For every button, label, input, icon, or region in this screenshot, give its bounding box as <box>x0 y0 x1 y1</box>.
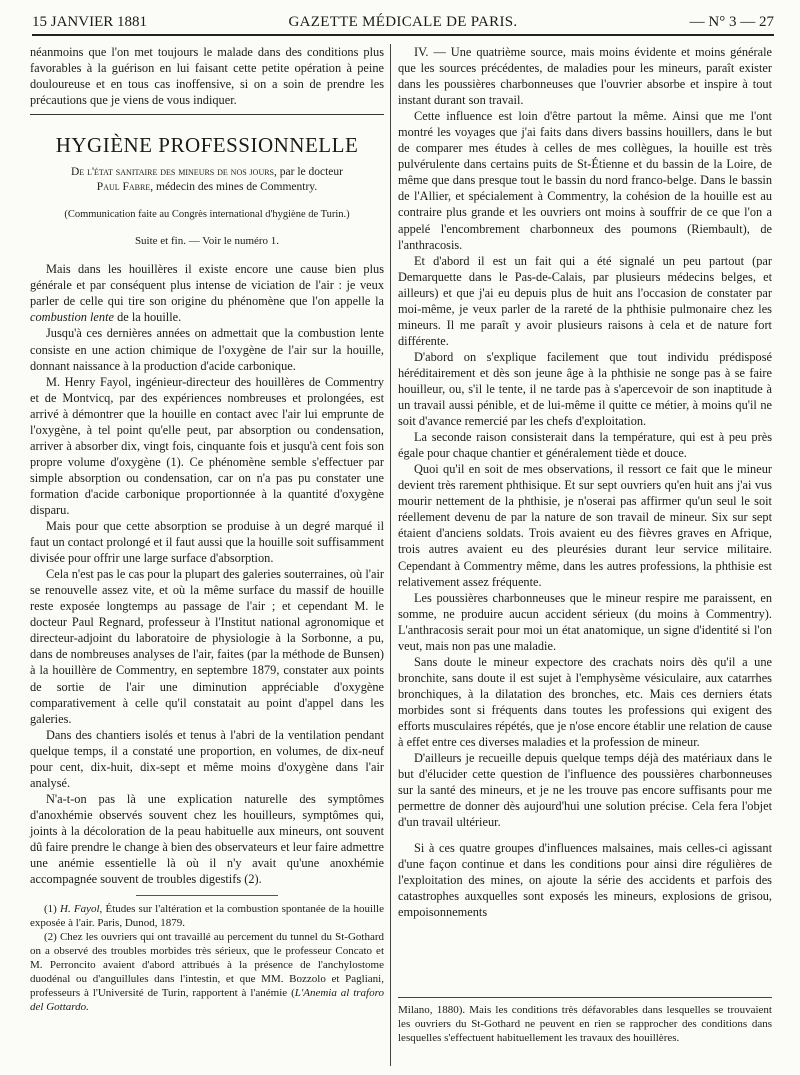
paragraph: IV. — Une quatrième source, mais moins évidente et moins générale que les sources précédentes, de maladies pour les mineurs, paraît exister dans les poussières charbonneuses que l'ouvrier absorbe et inspire à tout instant durant son travail. <box>398 45 772 108</box>
paragraph: Quoi qu'il en soit de mes observations, il ressort ce fait que le mineur devient très rarement phthisique. Et sur sept ouvriers qu'en huit ans j'ai vus mourir nettement de la phthisie, je n'oserai pas affirmer qu'un seul le soit réellement devenu de par la nature de son travail de mineur. Six sur sept étaient d'anciens soldats. Trois avaient eu des fièvres graves en Afrique, trois autres avaient eu des pleurésies durant leur service militaire. Cependant à Commentry même, dans les autres professions, la phthisie est relativement assez fréquente. <box>398 462 772 589</box>
communication-note: (Communication faite au Congrès international d'hygiène de Turin.) <box>64 209 350 221</box>
paragraph <box>30 261 384 325</box>
section-divider <box>30 114 384 115</box>
paragraph: Jusqu'à ces dernières années on admettait que la combustion lente consiste en une action chimique de l'oxygène de l'air sur la houille, donnant naissance à la production d'acide carbonique. <box>30 326 384 373</box>
journal-title: GAZETTE MÉDICALE DE PARIS. <box>288 14 518 30</box>
author-name: Paul Fabre, <box>96 181 154 194</box>
paragraph: Dans des chantiers isolés et tenus à l'abri de la ventilation pendant quelque temps, il a constaté une proportion, en volumes, de dix-neuf pour cent, dix-huit, dix-sept et même moins d'oxygène dans l'air analysé. <box>30 727 384 790</box>
continuation-note: Suite et fin. — Voir le numéro 1. <box>134 235 280 248</box>
issue-date: 15 JANVIER 1881 <box>32 14 147 30</box>
page-header <box>32 10 774 36</box>
column-divider <box>390 44 391 1066</box>
footnote-2 <box>30 930 384 1014</box>
footnote-continuation: Milano, 1880). Mais les conditions très défavorables dans lesquelles se trouvaient les ouvriers du St-Gothard ne peuvent en rien se rapprocher des conditions dans lesquelles s'effectuent habituellement les travaux des houillères. <box>398 1004 772 1044</box>
author-title: médecin des mines de Commentry. <box>153 181 318 194</box>
footnote-author: H. Fayol, <box>60 903 103 916</box>
right-column <box>398 44 772 921</box>
byline-text: par le docteur <box>276 166 343 179</box>
paragraph: M. Henry Fayol, ingénieur-directeur des houillères de Commentry et de Montvicq, par des expériences nombreuses et prolongées, est arrivé à démontrer que la houille en contact avec l'air lui emprunte de l'oxygène, à tel point qu'elle peut, par absorption ou condensation, arriver à absorber dix, vingt fois, cinquante fois et jusqu'à cent fois son propre volume d'oxygène (1). Ce phénomène semble s'effectuer par simple absorption ou condensation, car on n'a pas pu constater une formation d'acide carbonique proportionnée à la quantité d'oxygène disparu. <box>30 374 384 517</box>
article-byline <box>30 165 384 195</box>
paragraph: Sans doute le mineur expectore des crachats noirs dès qu'il a une bronchite, sans doute il est sujet à l'emphysème vésiculaire, aux catarrhes bronchiques, à la dilatation des bronches, etc. Mais ces derniers états morbides sont si fréquents dans toutes les professions qui exigent des efforts musculaires répétés, que je n'ose encore établir une relation de cause à effet entre ces diverses maladies et la profession de mineur. <box>398 654 772 750</box>
paragraph-gap <box>398 830 772 840</box>
paragraph: Et d'abord il est un fait qui a été signalé un peu partout (par Demarquette dans le Pas-de-Calais, par plusieurs médecins belges, et ailleurs) et que j'ai eu depuis plus de huit ans l'occasion de constater par moi-même, je veux parler de la rareté de la phthisie pulmonaire chez les mineurs. Il me paraît y avoir plusieurs raisons à cela et de nature fort différente. <box>398 253 772 348</box>
left-column <box>30 44 384 1014</box>
footnote-separator <box>136 895 278 896</box>
intro-paragraph: néanmoins que l'on met toujours le malade dans des conditions plus favorables à la guérison en lui faisant cette petite opération à peine douloureuse et en tous cas inoffensive, si on a soin de prendre les précautions que je viens de vous indiquer. <box>30 45 384 108</box>
section-title: HYGIÈNE PROFESSIONNELLE <box>55 133 359 158</box>
paragraph: N'a-t-on pas là une explication naturelle des symptômes d'anoxhémie observés souvent chez les houilleurs, symptômes qui, joints à la décoloration de la peau habituelle aux mineurs, ont souvent dû faire prendre le change à bien des observateurs et leur faire admettre une anémie essentielle là où il n'y avait qu'une anoxhémie accompagnée souvent de troubles digestifs (2). <box>30 791 384 887</box>
paragraph: La seconde raison consisterait dans la température, qui est à peu près égale pour chaque chantier et généralement tiède et douce. <box>398 430 772 461</box>
paragraph: Les poussières charbonneuses que le mineur respire me paraissent, en somme, ne produire aucun accident sérieux (du moins à Commentry). L'anthracosis serait pour moi un état anatomique, un signe d'identité si l'on veut, mais non pas une maladie. <box>398 590 772 653</box>
emphasis: combustion lente <box>30 310 114 325</box>
footnote-1 <box>30 902 384 930</box>
footnote-citation: L'Anemia al traforo del Gottardo. <box>30 987 384 1014</box>
paragraph: D'ailleurs je recueille depuis quelque temps déjà des matériaux dans le but d'élucider cette question de l'influence des poussières charbonneuses sur la santé des mineurs, et je ne les trouve pas encore suffisants pour me permettre de donner dès aujourd'hui une solution précise. Cela fera l'objet d'un travail ultérieur. <box>398 751 772 830</box>
footnote-marker: (1) <box>44 903 60 916</box>
text-run: Mais dans les houillères il existe encore une cause bien plus générale et par conséquent plus intense de viciation de l'air : je veux parler de celle qui tire son origine du phénomène que l'on appelle la <box>30 262 384 309</box>
paragraph: D'abord on s'explique facilement que tout individu prédisposé héréditairement et dès son jeune âge à la phthisie ne songe pas à se faire houilleur, ou, s'il le tente, il ne tarde pas à s'apercevoir de son inaptitude à un travail aussi pénible, et de lui-même il quitte ce métier, à moins qu'il ne soit d'avance remercié par les chefs d'exploitation. <box>398 349 772 429</box>
paragraph: Cette influence est loin d'être partout la même. Ainsi que me l'ont montré les voyages que j'ai faits dans divers bassins houillers, dans le but de comparer mes études à celles de mes collègues, la houille est très pulvérulente dans certains puits de St-Étienne et du bassin de la Loire, de même que dans presque tout le bassin du nord franco-belge. Dans le bassin de l'Allier, et spécialement à Commentry, la cohésion de la houille est au contraire plus grande et les ouvriers ont moins à souffrir de ce que l'on a appelé l'encombrement charbonneux des poumons (Riembault), de l'anthracosis. <box>398 109 772 252</box>
paragraph: Mais pour que cette absorption se produise à un degré marqué il faut un contact prolongé et il faut aussi que la houille soit suffisamment divisée pour offrir une large surface d'absorption. <box>30 519 384 566</box>
footnote-text: Études sur l'altération et la combustion spontanée de la houille exposée à l'air. Paris, Dunod, 1879. <box>30 903 384 930</box>
paragraph: Cela n'est pas le cas pour la plupart des galeries souterraines, où l'air se renouvelle assez vite, et où la même surface du massif de houille reste exposée longtemps au passage de l'air ; et cependant M. le docteur Paul Regnard, professeur à l'Institut national agronomique et directeur-adjoint du laboratoire de physiologie à la Sorbonne, a pu, dans de nombreuses analyses de l'air, faites (par la méthode de Bunsen) à la houillère de Commentry, en septembre 1879, constater aux points de sortie de l'air une diminution appréciable d'oxygène comparativement à celle qu'il constatait au point d'appel dans les galeries. <box>30 567 384 726</box>
footnote-separator <box>398 997 772 998</box>
text-run: de la houille. <box>114 310 182 325</box>
footnote-text: (2) Chez les ouvriers qui ont travaillé au percement du tunnel du St-Gothard on a observé des troubles morbides très sérieux, que le professeur Concato et M. Perroncito avaient d'abord attribués à la présence de l'anchylostome duodénal ou d'anguillules dans l'intestin, et que MM. Bozzolo et Pagliani, professeurs à l'Université de Turin, rapportent à l'anémie ( <box>30 931 384 1000</box>
article-subject: De l'état sanitaire des mineurs de nos jours, <box>71 166 277 179</box>
footnotes <box>30 902 384 1014</box>
paragraph: Si à ces quatre groupes d'influences malsaines, mais celles-ci agissant d'une façon continue et dans les conditions pour ainsi dire régulières de l'exploitation des mines, on ajoute la série des accidents et parfois des catastrophes auxquelles sont exposés les mineurs, explosions de grisou, empoisonnements <box>398 841 772 920</box>
page-number: — N° 3 — 27 <box>689 14 774 30</box>
